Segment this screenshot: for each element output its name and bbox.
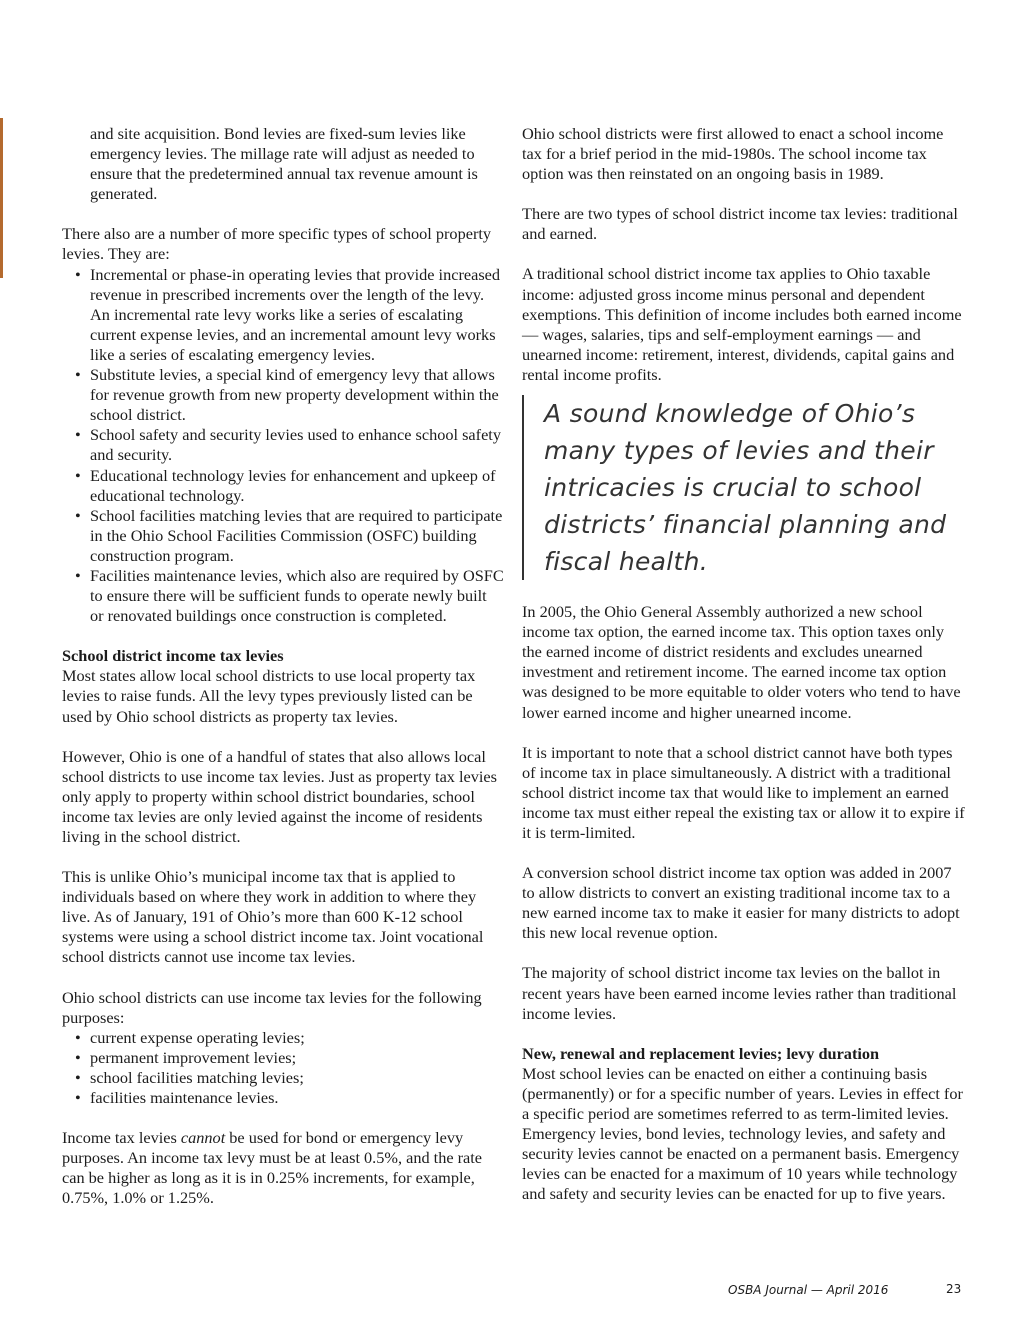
ballot-majority-paragraph: The majority of school district income tax levies on the ballot in recent years have been earned income levies rather than traditional income levies.: [522, 963, 957, 1023]
list-item: • school facilities matching levies;: [75, 1067, 304, 1087]
bullet-icon: •: [75, 505, 81, 525]
purposes-list: [62, 1028, 504, 1108]
right-column: [522, 124, 967, 1224]
page-number: 23: [946, 1282, 962, 1296]
bullet-icon: •: [75, 1088, 81, 1108]
list-item: • Incremental or phase-in operating levies that provide increased revenue in prescribed increments over the length of the levy. An incremental rate levy works like a series of escalating current expense levies, and an incremental amount levy works like a series of escalating emergency levies.: [75, 264, 501, 364]
list-item: • facilities maintenance levies.: [75, 1088, 279, 1108]
page-edge-marker: [0, 118, 3, 278]
simultaneous-note-paragraph: It is important to note that a school district cannot have both types of income tax in place simultaneously. A district with a traditional school district income tax that would like to implement an earned income tax must either repeal the existing tax or allow it to expire if it is term-limited.: [522, 742, 965, 842]
two-types-paragraph: There are two types of school district income tax levies: traditional and earned.: [522, 204, 958, 244]
income-tax-restrictions: Income tax levies cannot be used for bond or emergency levy purposes. An income tax levy must be at least 0.5%, and the rate can be higher as long as it is in 0.25% increments, for example, 0.75%, 1.0% or 1.25%.: [62, 1128, 483, 1208]
list-item: • permanent improvement levies;: [75, 1047, 297, 1067]
bullet-icon: •: [75, 425, 81, 445]
history-paragraph: Ohio school districts were first allowed to enact a school income tax for a brief period in the mid-1980s. The school income tax option was then reinstated on an ongoing basis in 1989.: [522, 124, 944, 184]
bullet-icon: •: [75, 465, 81, 485]
bullet-icon: •: [75, 1047, 81, 1067]
list-item: • Substitute levies, a special kind of emergency levy that allows for revenue growth from new property development within the school district.: [75, 365, 499, 425]
specific-levies-intro: There also are a number of more specific types of school property levies. They are:: [62, 224, 492, 264]
bullet-icon: •: [75, 565, 81, 585]
traditional-tax-paragraph: A traditional school district income tax applies to Ohio taxable income: adjusted gross income minus personal and dependent exemptions. This definition of income includes both earned income — wages, salaries, tips and self-employment earnings — and unearned income: retirement, interest, dividends, capital gains and rental income profits.: [522, 264, 962, 384]
bullet-icon: •: [75, 1067, 81, 1087]
list-item: • Facilities maintenance levies, which also are required by OSFC to ensure there will be sufficient funds to operate newly built or renovated buildings once construction is completed.: [75, 565, 504, 626]
income-tax-levies-heading: School district income tax levies: [62, 646, 284, 666]
purposes-intro: Ohio school districts can use income tax levies for the following purposes:: [62, 987, 482, 1027]
bullet-icon: •: [75, 264, 81, 284]
list-item: • current expense operating levies;: [75, 1027, 305, 1047]
pull-quote: A sound knowledge of Ohio’s many types of levies and their intricacies is crucial to school districts’ financial planning and fiscal health.: [522, 395, 967, 580]
list-item: • School facilities matching levies that are required to participate in the Ohio School Facilities Commission (OSFC) building construction program.: [75, 505, 503, 565]
levy-duration-heading: New, renewal and replacement levies; levy duration: [522, 1043, 880, 1063]
income-tax-paragraph-3: This is unlike Ohio’s municipal income tax that is applied to individuals based on where they work in addition to where they live. As of January, 191 of Ohio’s more than 600 K-12 school systems were using a school district income tax. Joint vocational school districts cannot use income tax levies.: [62, 867, 484, 967]
earned-income-paragraph: In 2005, the Ohio General Assembly authorized a new school income tax option, the earned income tax. This option taxes only the earned income of district residents and excludes unearned investment and retirement income. The earned income tax option was designed to be more equitable to older voters who tend to have lower earned income and higher unearned income.: [522, 602, 961, 722]
levy-duration-paragraph: Most school levies can be enacted on either a continuing basis (permanently) or for a specific number of years. Levies in effect for a specific period are sometimes referred to as term-limited levies. Emergency levies, bond levies, technology levies, and safety and security levies cannot be enacted on a permanent basis. Emergency levies can be enacted for a maximum of 10 years while technology and safety and security levies can be enacted for up to five years.: [522, 1063, 963, 1204]
bullet-icon: •: [75, 1027, 81, 1047]
bond-levies-continuation: and site acquisition. Bond levies are fixed-sum levies like emergency levies. The millage rate will adjust as needed to ensure that the predetermined annual tax revenue amount is generated.: [90, 124, 478, 204]
left-column: [62, 124, 504, 1229]
conversion-option-paragraph: A conversion school district income tax option was added in 2007 to allow districts to convert an existing traditional income tax to a new earned income tax to make it easier for many districts to adopt this new local revenue option.: [522, 863, 960, 943]
footer-publication: OSBA Journal — April 2016: [728, 1283, 889, 1297]
list-item: • Educational technology levies for enhancement and upkeep of educational technology.: [75, 465, 496, 505]
bullet-icon: •: [75, 365, 81, 385]
income-tax-paragraph-1: Most states allow local school districts to use local property tax levies to raise funds. All the levy types previously listed can be used by Ohio school districts as property tax levies.: [62, 666, 476, 726]
specific-levies-list: [62, 265, 504, 627]
list-item: • School safety and security levies used to enhance school safety and security.: [75, 425, 501, 465]
income-tax-paragraph-2: However, Ohio is one of a handful of states that also allows local school districts to use income tax levies. Just as property tax levies only apply to property within school district boundaries, school income tax levies are only levied against the income of residents living in the school district.: [62, 746, 497, 846]
